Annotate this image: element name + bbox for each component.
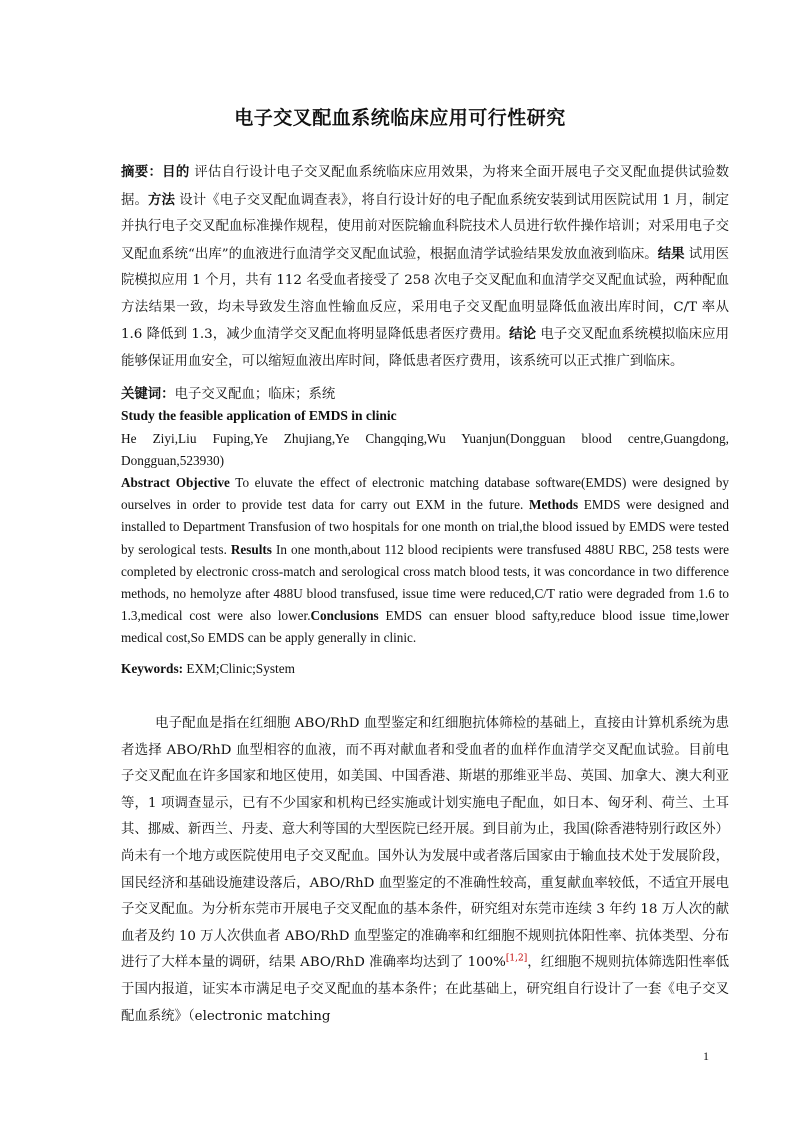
conclusions-label: Conclusions: [310, 608, 379, 624]
keywords-zh-text: 电子交叉配血；临床；系统: [174, 387, 336, 402]
objective-text: To eluvate the effect of electronic matching database software(EMDS) were designed by ourselves in order to provide test data for carry out EXM in the future.: [121, 475, 729, 513]
result-label: 结果: [657, 245, 685, 262]
method-label: 方法: [147, 191, 175, 208]
results-text: In one month,about 112 blood recipients were transfused 488U RBC, 258 tests were completed by electronic cross-match and serological cross match blood tests, it was concordance in two difference methods, no hemolyze after 488U blood transfused, issue time were reduced,C/T ratio were degraded from 1.6 to 1.3,medical cost were also lower.: [121, 541, 729, 624]
keywords-en-text: EXM;Clinic;System: [183, 661, 295, 676]
paper-title: 电子交叉配血系统临床应用可行性研究: [234, 107, 566, 129]
keywords-zh: [121, 383, 335, 406]
methods-text: EMDS were designed and installed to Department Transfusion of two hospitals for one month on trial,the blood issued by EMDS were tested by serological tests.: [121, 497, 729, 557]
body-paragraph: [121, 711, 729, 1030]
english-title: Study the feasible application of EMDS in clinic: [121, 408, 397, 423]
purpose-text: 评估自行设计电子交叉配血系统临床应用效果，为将来全面开展电子交叉配血提供试验数据。: [121, 165, 730, 208]
result-text: 试用医院模拟应用 1 个月，共有 112 名受血者接受了 258 次电子交叉配血和血清学交叉配血试验，两种配血方法结果一致，均未导致发生溶血性输血反应，采用电子交叉配血明显降低血液出库时间，C/T 率从 1.6 降低到 1.3，减少血清学交叉配血将明显降低患者医疗费用。: [121, 246, 729, 342]
purpose-label: 目的: [162, 164, 190, 180]
objective-label: Abstract Objective: [121, 475, 230, 490]
abstract-zh: [121, 159, 729, 375]
methods-label: Methods: [529, 497, 579, 513]
keywords-en-label: Keywords:: [121, 661, 184, 676]
keywords-en: [121, 658, 295, 680]
keywords-zh-label: 关键词：: [121, 386, 175, 402]
conclusions-text: EMDS can ensuer blood safty,reduce blood issue time,lower medical cost,So EMDS can be apply generally in clinic.: [121, 608, 729, 646]
results-label: Results: [230, 541, 272, 557]
citation-ref[interactable]: [1,2]: [505, 953, 528, 964]
body-text-part-2: ，红细胞不规则抗体筛选阳性率低于国内报道，证实本市满足电子交叉配血的基本条件；在此基础上，研究组自行设计了一套《电子交叉配血系统》（electronic matching: [121, 955, 729, 1024]
conclusion-label: 结论: [509, 326, 537, 342]
body-text-part-1: 电子配血是指在红细胞 ABO/RhD 血型鉴定和红细胞抗体筛检的基础上，直接由计算机系统为患者选择 ABO/RhD 血型相容的血液，而不再对献血者和受血者的血样作血清学交叉配血试验。目前电子交叉配血在许多国家和地区使用，如美国、中国香港、斯堪的那维亚半岛、英国、加拿大、澳大利亚等，1 项调查显示，已有不少国家和机构已经实施或计划实施电子配血，如日本、匈牙利、荷兰、土耳其、挪威、新西兰、丹麦、意大利等国的大型医院已经开展。到目前为止，我国(除香港特别行政区外）尚未有一个地方或医院使用电子交叉配血。国外认为发展中或者落后国家由于输血技术处于发展阶段，国民经济和基础设施建设落后，ABO/RhD 血型鉴定的不准确性较高，重复献血率较低，不适宜开展电子交叉配血。为分析东莞市开展电子交叉配血的基本条件，研究组对东莞市连续 3 年约 18 万人次的献血者及约 10 万人次供血者 ABO/RhD 血型鉴定的准确率和红细胞不规则抗体阳性率、抗体类型、分布进行了大样本量的调研，结果 ABO/RhD 准确率均达到了 100%: [121, 716, 729, 971]
abstract-zh-label: 摘要：: [121, 164, 163, 180]
authors-en: He Ziyi,Liu Fuping,Ye Zhujiang,Ye Changqing,Wu Yuanjun(Dongguan blood centre,Guangdong, Dongguan,523930): [121, 431, 729, 468]
abstract-en: [121, 472, 729, 650]
conclusion-text: 电子交叉配血系统模拟临床应用能够保证用血安全，可以缩短血液出库时间，降低患者医疗费用，该系统可以正式推广到临床。: [121, 327, 729, 369]
method-text: 设计《电子交叉配血调查表》，将自行设计好的电子配血系统安装到试用医院试用 1 月，制定并执行电子交叉配血标准操作规程，使用前对医院输血科院技术人员进行软件操作培训；对采用电子交叉配血系统“出库”的血液进行血清学交叉配血试验，根据血清学试验结果发放血液到临床。: [121, 192, 730, 262]
page-number: 1: [703, 1049, 709, 1063]
